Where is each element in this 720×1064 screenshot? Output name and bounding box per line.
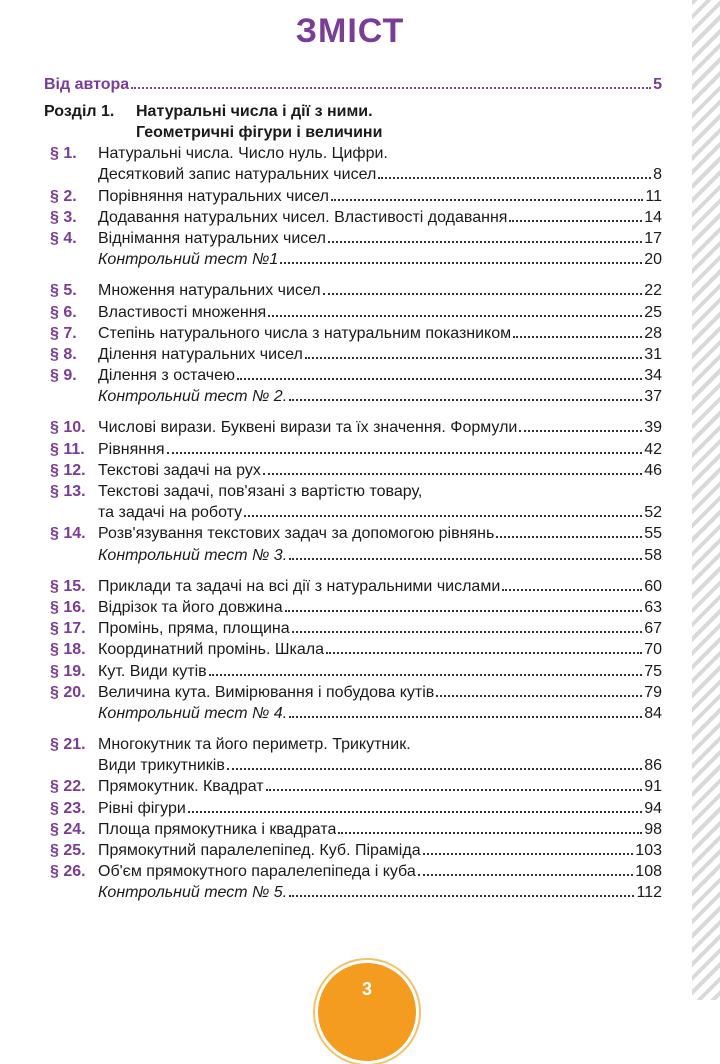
section-number: § 9. [50, 367, 77, 385]
section-number: § 8. [50, 345, 77, 363]
toc-page-number: 34 [644, 367, 662, 385]
section-number: § 18. [50, 641, 86, 659]
toc-page-number: 84 [644, 704, 662, 722]
section-number: § 21. [50, 736, 86, 754]
leader-dots [292, 631, 643, 633]
toc-entry-title: Відрізок та його довжина [98, 598, 283, 616]
toc-entry-title: Числові вирази. Буквені вирази та їх значення. Формули [98, 419, 518, 437]
toc-page-number: 103 [635, 842, 662, 859]
toc-author-label: Від автора [44, 76, 130, 93]
toc-page-number: 70 [644, 641, 662, 659]
section-number: § 12. [50, 461, 86, 479]
toc-entry-title: Властивості множення [98, 303, 267, 321]
toc-entry[interactable] [44, 620, 662, 641]
section-number: § 2. [50, 187, 77, 205]
toc-entry[interactable] [44, 188, 662, 209]
leader-dots [378, 177, 651, 179]
toc-page-number: 11 [645, 187, 662, 205]
toc-page-number: 17 [644, 229, 662, 247]
toc-entry-title: Текстові задачі на рух [98, 461, 261, 479]
leader-dots [328, 241, 642, 243]
toc-entry-title: Види трикутників [98, 757, 225, 775]
toc-page-number: 52 [644, 504, 662, 522]
leader-dots [418, 874, 634, 876]
toc-test-entry[interactable] [44, 388, 662, 409]
toc-author-entry[interactable] [44, 76, 662, 97]
group-gap [44, 726, 662, 736]
toc-entry-title: Рівняння [98, 440, 165, 458]
section-number: § 15. [50, 577, 86, 595]
section-number: § 6. [50, 303, 77, 321]
toc-entry-title: Рівні фігури [98, 799, 186, 817]
toc-page-number: 60 [644, 577, 662, 595]
leader-dots [131, 87, 651, 89]
toc-entry[interactable] [44, 663, 662, 684]
toc-entry-title: Многокутник та його периметр. Трикутник. [98, 736, 411, 754]
leader-dots [209, 674, 643, 676]
group-gap [44, 409, 662, 419]
section-number: § 16. [50, 598, 86, 616]
leader-dots [289, 399, 642, 401]
toc-page-number: 58 [644, 546, 662, 564]
section-number: § 19. [50, 662, 86, 680]
toc-entry-title: Додавання натуральних чисел. Властивості додавання [98, 208, 508, 226]
section-number: § 1. [50, 145, 77, 163]
leader-dots [423, 853, 634, 855]
toc-page-number: 46 [644, 461, 662, 479]
toc-entry-title: Віднімання натуральних чисел [98, 229, 327, 247]
toc-entry-title: Контрольний тест № 2. [98, 388, 288, 406]
leader-dots [436, 695, 642, 697]
toc-entry[interactable] [44, 842, 662, 863]
leader-dots [513, 336, 642, 338]
group-gap [44, 272, 662, 282]
toc-entry-title: Ділення з остачею [98, 367, 236, 385]
toc-entry[interactable] [44, 599, 662, 620]
section-number: § 3. [50, 208, 77, 226]
toc-entry-title: Множення натуральних чисел [98, 282, 321, 300]
toc-entry[interactable] [44, 367, 662, 388]
page-number-badge [315, 960, 419, 1064]
toc-entry-title: Десятковий запис натуральних чисел [98, 166, 377, 184]
toc-entry-title: Текстові задачі, пов'язані з вартістю товару, [98, 483, 423, 500]
toc-entry-title: Промінь, пряма, площина [98, 620, 290, 638]
leader-dots [326, 652, 642, 654]
toc-entry-title: Прямокутник. Квадрат [98, 778, 264, 796]
toc-page-number: 98 [644, 820, 662, 838]
toc-page-number: 42 [644, 440, 662, 458]
toc-entry-title: Координатний промінь. Шкала [98, 641, 325, 659]
toc-entry-title: Контрольний тест № 5. [98, 884, 288, 902]
leader-dots [519, 430, 642, 432]
toc-entry-title: Об'єм прямокутного паралелепіпеда і куба [98, 863, 416, 881]
toc-entry[interactable] [44, 684, 662, 705]
leader-dots [289, 716, 642, 718]
leader-dots [237, 378, 642, 380]
leader-dots [280, 262, 642, 264]
toc-entry-line[interactable] [44, 736, 662, 757]
section-number: § 20. [50, 683, 86, 701]
leader-dots [338, 832, 642, 834]
section-number: § 17. [50, 620, 86, 638]
page-number: 3 [361, 979, 372, 999]
toc-entry[interactable] [44, 304, 662, 325]
toc-page-number: 25 [644, 303, 662, 321]
toc-entry-title: Контрольний тест № 3. [98, 546, 288, 564]
section-number: § 13. [50, 483, 86, 500]
leader-dots [331, 199, 643, 201]
toc-entry[interactable] [44, 346, 662, 367]
toc-entry-title: Контрольний тест №1 [98, 251, 279, 269]
toc-entry-title: Натуральні числа. Число нуль. Цифри. [98, 145, 388, 163]
group-gap [44, 568, 662, 578]
toc-entry[interactable] [44, 778, 662, 799]
section-1-title-line2: Геометричні фігури і величини [136, 124, 383, 142]
toc-test-entry[interactable] [44, 547, 662, 568]
toc-page-number: 67 [644, 620, 662, 638]
toc-entry-title: Приклади та задачі на всі дії з натуральними числами [98, 577, 501, 595]
table-of-contents [44, 76, 662, 906]
leader-dots [227, 768, 642, 770]
page-edge-stripes [692, 0, 720, 1000]
section-number: § 23. [50, 799, 86, 817]
toc-groups [44, 145, 662, 905]
section-number: § 24. [50, 820, 86, 838]
toc-entry-title: Площа прямокутника і квадрата [98, 820, 337, 838]
section-number: § 10. [50, 419, 86, 437]
toc-page-number: 31 [644, 345, 662, 363]
leader-dots [502, 589, 642, 591]
toc-author-page: 5 [653, 76, 662, 93]
toc-entry[interactable] [44, 578, 662, 599]
toc-page-number: 8 [653, 166, 662, 184]
leader-dots [263, 473, 642, 475]
leader-dots [167, 452, 643, 454]
leader-dots [268, 315, 642, 317]
toc-entry-title: Контрольний тест № 4. [98, 704, 288, 722]
toc-page-number: 75 [644, 662, 662, 680]
toc-page-number: 91 [644, 778, 662, 796]
toc-entry-title: Прямокутний паралелепіпед. Куб. Піраміда [98, 842, 421, 859]
toc-test-entry[interactable] [44, 884, 662, 905]
section-1-heading [44, 103, 662, 145]
toc-entry[interactable] [44, 757, 662, 778]
section-number: § 14. [50, 525, 86, 543]
toc-entry-title: Порівняння натуральних чисел [98, 187, 330, 205]
toc-entry-title: Ділення натуральних чисел [98, 345, 303, 363]
toc-entry-title: та задачі на роботу [98, 504, 243, 522]
toc-page-number: 94 [644, 799, 662, 817]
toc-entry[interactable] [44, 230, 662, 251]
toc-page-number: 108 [635, 863, 662, 881]
toc-entry[interactable] [44, 209, 662, 230]
toc-page-number: 63 [644, 598, 662, 616]
toc-page-number: 55 [644, 525, 662, 543]
leader-dots [289, 895, 634, 897]
leader-dots [305, 357, 642, 359]
section-number: § 11. [50, 440, 85, 458]
toc-entry[interactable] [44, 800, 662, 821]
toc-entry-title: Кут. Види кутів [98, 662, 207, 680]
toc-entry[interactable] [44, 282, 662, 303]
section-number: § 26. [50, 863, 86, 881]
toc-entry-line[interactable] [44, 145, 662, 166]
toc-entry-title: Величина кута. Вимірювання і побудова кутів [98, 683, 435, 701]
toc-page-number: 86 [644, 757, 662, 775]
toc-page-number: 14 [644, 208, 662, 226]
leader-dots [323, 293, 643, 295]
toc-entry[interactable] [44, 441, 662, 462]
toc-page-number: 22 [644, 282, 662, 300]
leader-dots [266, 789, 643, 791]
section-number: § 22. [50, 778, 86, 796]
section-1-title-line1: Натуральні числа і дії з ними. [136, 103, 373, 121]
page-title: ЗМІСТ [295, 12, 405, 50]
toc-entry[interactable] [44, 504, 662, 525]
section-number: § 4. [50, 229, 77, 247]
toc-entry[interactable] [44, 525, 662, 546]
toc-entry[interactable] [44, 419, 662, 440]
leader-dots [285, 610, 643, 612]
toc-page-number: 79 [644, 683, 662, 701]
section-number: § 5. [50, 282, 77, 300]
leader-dots [289, 558, 642, 560]
toc-entry[interactable] [44, 641, 662, 662]
toc-entry[interactable] [44, 166, 662, 187]
toc-test-entry[interactable] [44, 705, 662, 726]
toc-test-entry[interactable] [44, 251, 662, 272]
leader-dots [496, 536, 642, 538]
toc-entry-line[interactable] [44, 483, 662, 504]
toc-page-number: 28 [644, 324, 662, 342]
toc-entry[interactable] [44, 325, 662, 346]
section-1-label: Розділ 1. [44, 103, 115, 121]
toc-page-number: 37 [644, 388, 662, 406]
toc-page-number: 39 [644, 419, 662, 437]
toc-entry-title: Степінь натурального числа з натуральним показником [98, 324, 512, 342]
toc-entry[interactable] [44, 462, 662, 483]
toc-page-number: 112 [636, 884, 662, 902]
toc-entry[interactable] [44, 863, 662, 884]
toc-page-number: 20 [644, 251, 662, 269]
section-number: § 25. [50, 842, 86, 859]
toc-entry[interactable] [44, 821, 662, 842]
section-number: § 7. [50, 324, 77, 342]
leader-dots [244, 515, 642, 517]
leader-dots [188, 811, 642, 813]
leader-dots [509, 220, 642, 222]
toc-entry-title: Розв'язування текстових задач за допомогою рівнянь [98, 525, 495, 543]
